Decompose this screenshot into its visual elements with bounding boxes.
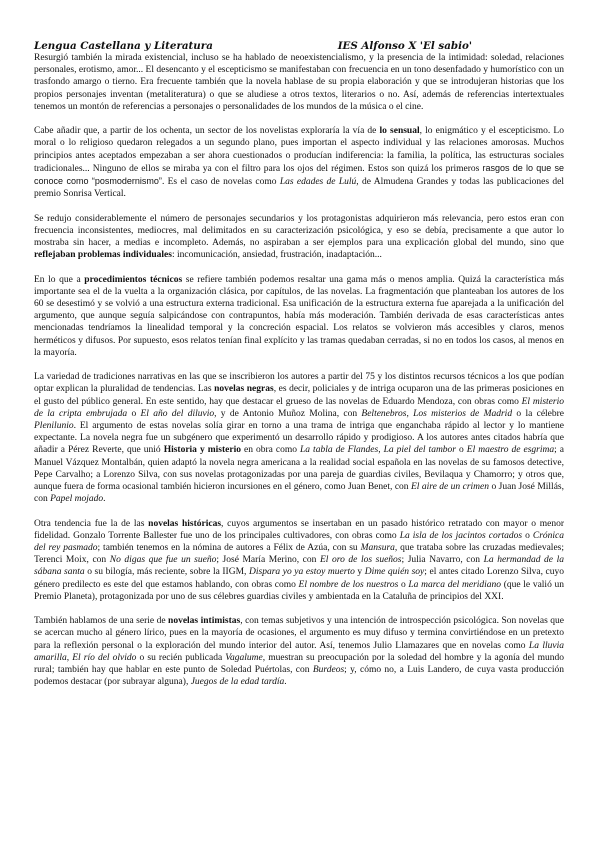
book-title: Burdeos	[312, 665, 345, 676]
text-run: ,	[406, 408, 414, 419]
book-title: La tabla de Flandes	[300, 445, 379, 456]
text-run: , muestran su preocupación por la soledad del hombre y la agonía del mundo rural; también hay que hablar en este punto de Soledad Puértolas, con	[34, 652, 565, 676]
text-run: También hablamos de una serie de	[34, 616, 169, 627]
text-run: ; el antes citado Lorenzo Silva, cuyo género predilecto es este del que estamos hablando, con obras como	[34, 567, 565, 590]
text-run: Cabe añadir que, a partir de los ochenta, un sector de los novelistas exploraría la vía de	[34, 126, 380, 137]
text-run: ,	[378, 445, 384, 456]
text-run: ; y, cómo no, a Luis Landero, de cuya vasta producción podemos destacar (por subrayar alguna),	[34, 665, 564, 688]
bold-term: novelas intimistas	[168, 616, 241, 627]
page-header	[34, 40, 564, 52]
bold-term: reflejaban problemas individuales	[34, 250, 172, 261]
paragraph	[34, 371, 564, 505]
book-title: Papel mojado	[50, 494, 104, 505]
text-run: en obra como	[240, 445, 300, 456]
book-title: El maestro de esgrima	[466, 445, 555, 456]
paragraph	[34, 274, 564, 359]
bold-term: novelas históricas	[148, 518, 222, 529]
bold-term: lo sensual	[379, 126, 420, 137]
book-title: Dispara yo ya estoy muerto	[249, 567, 355, 578]
bold-term: procedimientos técnicos	[84, 274, 183, 285]
text-run: o	[456, 445, 467, 456]
text-run: , es decir, policiales y de intriga ocuparon una de las primeras posiciones en el gusto del público general. En este sentido, hay que destacar el grueso de las novelas de Eduardo Mendoza, con obras como	[34, 384, 564, 407]
text-run: y	[354, 567, 365, 578]
text-run: (que le valió un Premio Planeta), protagonizada por uno de sus célebres guardias civiles y ambientada en la Cataluña de principios del XXI.	[34, 579, 564, 602]
text-run: , de Almudena Grandes y todas las publicaciones del premio Sonrisa Vertical.	[34, 177, 564, 200]
text-run: se refiere también podemos resaltar una gama más o menos amplia. Quizá la característica más importante sea el de la vuelta a la organización clásica, por capítulos, de las novelas. La fragmentación que planteaban los autores de los 60 se desestimó y se volvió a una estructura externa tradicional. Esa unificación de la estructura externa fue aparejada a la unificación del argumento, que aunque seguía salpicándose con contrapuntos, había más moderación. También derivada de esas características antes mencionadas tendríamos la linealidad temporal y la concreción espacial. Los relatos se volvieron más accesibles y claros, menos herméticos y difusos. Por supuesto, esos relatos tenían final explícito y las tramas quedaban cerradas, si no en todos los casos, al menos en la mayoría.	[34, 274, 564, 358]
document-body	[34, 52, 564, 688]
text-run: En lo que a	[34, 274, 85, 285]
paragraph	[34, 52, 564, 113]
text-run: .	[284, 677, 287, 688]
book-title: La lluvia amarilla	[34, 640, 564, 663]
bold-term: Historia y misterio	[163, 445, 241, 456]
paragraph	[34, 213, 564, 262]
text-run: , que trataba sobre las cruzadas medievales; Terenci Moix, con	[34, 543, 565, 566]
text-run: , cuyos argumentos se insertaban en un pasado histórico retratado con mayor o menor fidelidad. Gonzalo Torrente Ballester fue uno de los principales cultivadores, con obras como	[34, 518, 565, 541]
book-title: El oro de los sueños	[319, 555, 402, 566]
text-run: Se redujo considerablemente el número de personajes secundarios y los protagonistas adquirieron más relevancia, pero estos eran con frecuencia inconsistentes, mediocres, mal delimitados en su caracterización psicológica, y eso se debía, precisamente a que autor lo mostraba sin hacer, a medias e incompleto. Además, no aspiraban a ser ejemplos para una explicación global del mundo, sino que	[34, 213, 564, 249]
book-title: Mansura	[360, 543, 395, 554]
text-run: , lo enigmático y el escepticismo. Lo moral o lo religioso quedaron relegados a un segundo plano, pues importan el aspecto individual y las relaciones amorosas. Muchos principios antes aceptados empezaban a ser ahora cuestionados o producían indiferencia: la familia, la política, las estructuras sociales tradicionales... Ninguno de ellos se miraba ya con el filtro para los ojos del régimen. Estos son quizá los primeros	[34, 126, 564, 174]
paragraph	[34, 615, 564, 688]
course-title: Lengua Castellana y Literatura	[34, 40, 213, 52]
book-title: El aire de un crimen	[410, 482, 490, 493]
book-title: La hermandad de la sábana santa	[34, 555, 564, 578]
text-run: ; también tenemos en la nómina de autores a Félix de Azúa, con su	[97, 543, 361, 554]
text-run: : incomunicación, ansiedad, frustración, inadaptación...	[171, 250, 382, 261]
sans-phrase: rasgos de lo que se conoce como “posmodernismo”	[34, 162, 564, 187]
book-title: La isla de los jacintos cortados	[399, 530, 523, 541]
text-run: ; José María Merino, con	[216, 555, 320, 566]
book-title: La marca del meridiano	[408, 579, 502, 590]
book-title: Juegos de la edad tardía	[190, 677, 285, 688]
text-run: o la célebre	[512, 408, 565, 419]
text-run: , y de Antonio Muñoz Molina, con	[214, 408, 362, 419]
book-title: La piel del tambor	[383, 445, 456, 456]
paragraph	[34, 125, 564, 200]
text-run: o	[522, 530, 533, 541]
text-run: o	[127, 408, 141, 419]
text-run: o su bilogía, más reciente, sobre la IIGM,	[84, 567, 249, 578]
book-title: El año del diluvio	[140, 408, 215, 419]
book-title: Las edades de Lulú	[279, 177, 357, 188]
book-title: Dime quién soy	[364, 567, 425, 578]
text-run: ; a Manuel Vázquez Montalbán, quien adaptó la novela negra americana a la realidad social española en las novelas de su famosos detective, Pepe Carvalho; a Lorenzo Silva, con sus novelas protagonizadas por una pareja de guardias civiles, Bevilaqua y Chamorro; y otros que, aunque fuera de forma ocasional también hicieron incursiones en el género, como Juan Benet, con	[34, 445, 565, 493]
book-title: Plenilunio	[34, 421, 74, 432]
book-title: Vagalume	[225, 652, 263, 663]
book-title: El nombre de los nuestros	[298, 579, 399, 590]
text-run: o Juan José Millás, con	[34, 482, 564, 505]
text-run: Resurgió también la mirada existencial, incluso se ha hablado de neoexistencialismo, y la presencia de la intimidad: soledad, relaciones personales, erotismo, amor... El desencanto y el escepticismo se manifestaban con frecuencia en un tono desenfadado y humorístico con un trasfondo amargo o tierno. Era frecuente también que la novela hablase de su propia elaboración y que se introdujeran historias que los propios personajes inventan (metaliteratura) o que se aludiese a otros textos, literarios o no. Así, además de referencias intertextuales tenemos un montón de referencias a personajes o personalidades de los mundos de la música o el cine.	[34, 53, 564, 112]
text-run: ,	[66, 652, 73, 663]
text-run: . El argumento de estas novelas solía girar en torno a una trama de intriga que enganchaba rápido al lector y lo mantiene expectante. La novela negra fue un subgénero que experimentó un desarrollo rápido y prodigioso. A los autores antes citados habría que añadir a Pérez Reverte, que unió	[34, 421, 564, 456]
text-run: La variedad de tradiciones narrativas en las que se inscribieron los autores a partir del 75 y los distintos recursos técnicos a los que podían optar explican la pluralidad de tendencias. Las	[34, 372, 564, 395]
text-run: .	[103, 494, 106, 505]
bold-term: novelas negras	[214, 384, 274, 395]
book-title: Crónica del rey pasmado	[34, 530, 564, 554]
book-title: No digas que fue un sueño	[109, 555, 217, 566]
text-run: ; Julia Navarro, con	[401, 555, 484, 566]
paragraph	[34, 518, 564, 603]
school-name: IES Alfonso X 'El sabio'	[337, 40, 472, 52]
text-run: , con temas subjetivos y una intención de introspección psicológica. Son novelas que se acercan mucho al género lírico, pues en la mayoría de ocasiones, el argumento es muy difuso y termina convirtiéndose en un pretexto para la reflexión personal o la exploración del mundo interior del autor. Así, tenemos Julio Llamazares que en novelas como	[34, 616, 565, 651]
text-run: o su recién publicada	[136, 652, 226, 663]
book-title: El misterio de la cripta embrujada	[34, 396, 564, 419]
book-title: Los misterios de Madrid	[413, 408, 513, 419]
text-run: o	[398, 579, 409, 590]
book-title: El río del olvido	[72, 652, 137, 663]
text-run: . Es el caso de novelas como	[161, 177, 280, 188]
book-title: Beltenebros	[361, 408, 407, 419]
text-run: Otra tendencia fue la de las	[34, 518, 149, 529]
